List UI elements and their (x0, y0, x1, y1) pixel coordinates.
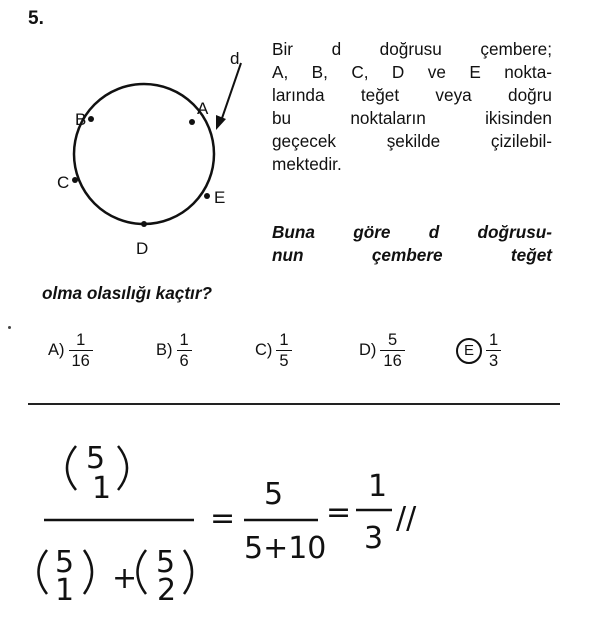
fraction-denominator: 6 (177, 350, 192, 370)
point-c-label: C (57, 173, 70, 192)
point-a-dot (189, 119, 195, 125)
fraction-numerator: 5 (388, 331, 398, 349)
den-term1-bottom: 1 (55, 573, 75, 608)
choice-fraction (380, 331, 404, 370)
prompt-line: nun çembere teğet (272, 245, 552, 265)
question-text (272, 38, 552, 176)
fraction-numerator: 1 (279, 331, 289, 349)
question-line: mektedir. (272, 154, 342, 174)
den-term2-top: 5 (156, 545, 176, 580)
question-prompt (272, 221, 552, 267)
divider (28, 403, 560, 405)
fraction-denominator: 3 (486, 350, 501, 370)
fraction-numerator: 1 (489, 331, 499, 349)
choice-fraction (486, 331, 501, 370)
line-d-label: d (230, 49, 240, 68)
point-b-dot (88, 116, 94, 122)
paren-right (84, 550, 92, 594)
choice-e-selected[interactable] (456, 331, 501, 370)
point-d-label: D (136, 239, 149, 258)
question-line: larında teğet veya doğru (272, 85, 552, 105)
fraction-numerator: 1 (179, 331, 189, 349)
frac2-denominator: 5+10 (244, 531, 327, 566)
choice-b[interactable] (156, 331, 192, 370)
choice-label-circled: E (456, 338, 482, 364)
paren-left (67, 446, 76, 490)
numerator-top: 5 (86, 441, 106, 476)
fraction-denominator: 16 (69, 350, 93, 370)
paren-right (184, 550, 192, 594)
choice-c[interactable] (255, 331, 292, 370)
prompt-tail: olma olasılığı kaçtır? (42, 283, 213, 303)
point-e-dot (204, 193, 210, 199)
result-numerator: 1 (368, 469, 388, 504)
question-line: geçecek şekilde çizilebil- (272, 131, 552, 151)
point-a-label: A (197, 99, 209, 118)
prompt-line: Buna göre d doğrusu- (272, 222, 552, 242)
result-denominator: 3 (364, 521, 384, 556)
point-d-dot (141, 221, 147, 227)
handwritten-solution (0, 410, 590, 631)
fraction-numerator: 1 (76, 331, 86, 349)
paren-right (118, 446, 127, 490)
choice-fraction (177, 331, 192, 370)
choice-fraction (276, 331, 291, 370)
circle (74, 84, 214, 224)
den-term1-top: 5 (55, 545, 75, 580)
circle-figure (40, 40, 250, 270)
fraction-denominator: 5 (276, 350, 291, 370)
choice-label: C) (255, 341, 273, 359)
line-d-arrowhead (216, 115, 226, 130)
answer-choices (48, 331, 568, 379)
line-d-arrow-shaft (220, 63, 241, 124)
fraction-denominator: 16 (380, 350, 404, 370)
choice-d[interactable] (359, 331, 405, 370)
numerator-bottom: 1 (92, 471, 112, 506)
choice-a[interactable] (48, 331, 93, 370)
frac2-numerator: 5 (264, 477, 284, 512)
question-line: A, B, C, D ve E nokta- (272, 62, 552, 82)
plus-sign: + (112, 561, 138, 596)
choice-label: B) (156, 341, 173, 359)
end-mark: // (396, 501, 417, 536)
paren-left (39, 550, 48, 594)
point-e-label: E (214, 188, 226, 207)
question-line: Bir d doğrusu çembere; (272, 39, 552, 59)
paren-left (138, 550, 147, 594)
point-b-label: B (75, 110, 87, 129)
point-c-dot (72, 177, 78, 183)
choice-label: D) (359, 341, 377, 359)
choice-fraction (69, 331, 93, 370)
equals-2: = (326, 495, 352, 530)
stray-dot (8, 326, 11, 329)
question-number: 5. (28, 8, 44, 29)
equals-1: = (210, 501, 236, 536)
question-line: bu noktaların ikisinden (272, 108, 552, 128)
choice-label: A) (48, 341, 65, 359)
den-term2-bottom: 2 (157, 573, 177, 608)
